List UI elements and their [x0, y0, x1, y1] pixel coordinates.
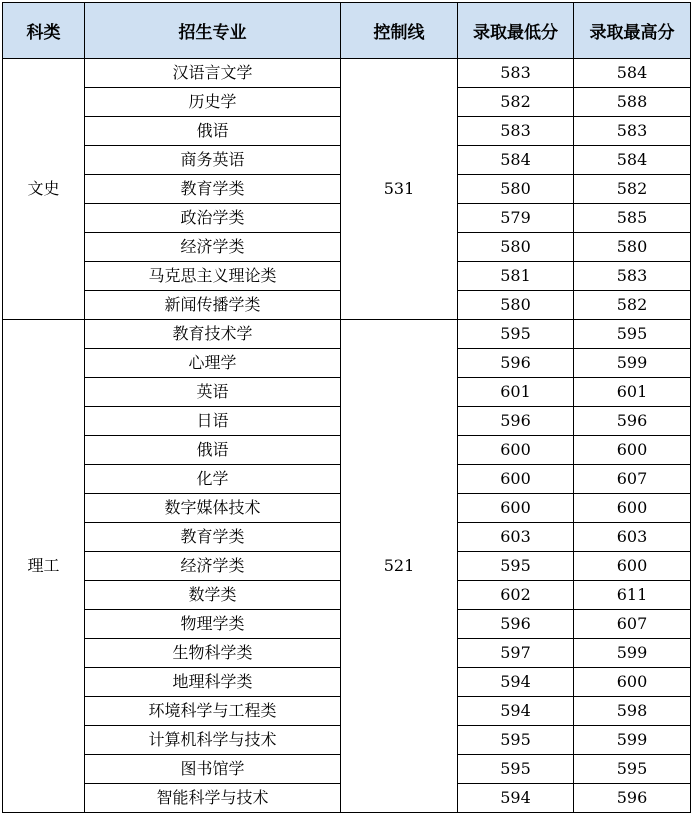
min-score-cell: 579 [458, 204, 574, 233]
major-cell: 马克思主义理论类 [85, 262, 341, 291]
max-score-cell: 584 [574, 59, 691, 88]
max-score-cell: 599 [574, 349, 691, 378]
max-score-cell: 599 [574, 639, 691, 668]
max-score-cell: 599 [574, 726, 691, 755]
major-cell: 生物科学类 [85, 639, 341, 668]
min-score-cell: 583 [458, 59, 574, 88]
min-score-cell: 594 [458, 668, 574, 697]
max-score-cell: 584 [574, 146, 691, 175]
max-score-cell: 588 [574, 88, 691, 117]
category-cell: 理工 [3, 320, 85, 813]
major-cell: 新闻传播学类 [85, 291, 341, 320]
major-cell: 数字媒体技术 [85, 494, 341, 523]
max-score-cell: 601 [574, 378, 691, 407]
major-cell: 俄语 [85, 117, 341, 146]
min-score-cell: 600 [458, 436, 574, 465]
min-score-cell: 582 [458, 88, 574, 117]
min-score-cell: 583 [458, 117, 574, 146]
control-line-cell: 521 [341, 320, 458, 813]
major-cell: 计算机科学与技术 [85, 726, 341, 755]
min-score-cell: 594 [458, 697, 574, 726]
min-score-cell: 580 [458, 291, 574, 320]
major-cell: 心理学 [85, 349, 341, 378]
major-cell: 日语 [85, 407, 341, 436]
max-score-cell: 595 [574, 755, 691, 784]
header-major: 招生专业 [85, 3, 341, 59]
table-body [3, 59, 691, 813]
max-score-cell: 596 [574, 784, 691, 813]
max-score-cell: 583 [574, 117, 691, 146]
min-score-cell: 600 [458, 494, 574, 523]
major-cell: 汉语言文学 [85, 59, 341, 88]
category-cell: 文史 [3, 59, 85, 320]
major-cell: 环境科学与工程类 [85, 697, 341, 726]
major-cell: 教育学类 [85, 175, 341, 204]
max-score-cell: 580 [574, 233, 691, 262]
max-score-cell: 582 [574, 175, 691, 204]
min-score-cell: 596 [458, 407, 574, 436]
max-score-cell: 582 [574, 291, 691, 320]
table-header [3, 3, 691, 59]
min-score-cell: 580 [458, 233, 574, 262]
control-line-cell: 531 [341, 59, 458, 320]
major-cell: 政治学类 [85, 204, 341, 233]
min-score-cell: 580 [458, 175, 574, 204]
min-score-cell: 595 [458, 552, 574, 581]
min-score-cell: 581 [458, 262, 574, 291]
major-cell: 智能科学与技术 [85, 784, 341, 813]
max-score-cell: 583 [574, 262, 691, 291]
min-score-cell: 595 [458, 726, 574, 755]
admission-scores-table [2, 2, 691, 813]
major-cell: 教育技术学 [85, 320, 341, 349]
max-score-cell: 600 [574, 552, 691, 581]
max-score-cell: 600 [574, 436, 691, 465]
min-score-cell: 597 [458, 639, 574, 668]
major-cell: 经济学类 [85, 552, 341, 581]
max-score-cell: 607 [574, 465, 691, 494]
major-cell: 化学 [85, 465, 341, 494]
max-score-cell: 600 [574, 668, 691, 697]
major-cell: 物理学类 [85, 610, 341, 639]
header-min-score: 录取最低分 [458, 3, 574, 59]
header-row [3, 3, 691, 59]
min-score-cell: 600 [458, 465, 574, 494]
major-cell: 数学类 [85, 581, 341, 610]
max-score-cell: 596 [574, 407, 691, 436]
max-score-cell: 600 [574, 494, 691, 523]
min-score-cell: 603 [458, 523, 574, 552]
major-cell: 图书馆学 [85, 755, 341, 784]
major-cell: 英语 [85, 378, 341, 407]
header-category: 科类 [3, 3, 85, 59]
max-score-cell: 611 [574, 581, 691, 610]
min-score-cell: 601 [458, 378, 574, 407]
table-row [3, 59, 691, 88]
max-score-cell: 595 [574, 320, 691, 349]
min-score-cell: 594 [458, 784, 574, 813]
min-score-cell: 584 [458, 146, 574, 175]
max-score-cell: 585 [574, 204, 691, 233]
min-score-cell: 595 [458, 320, 574, 349]
min-score-cell: 602 [458, 581, 574, 610]
min-score-cell: 596 [458, 349, 574, 378]
major-cell: 俄语 [85, 436, 341, 465]
major-cell: 经济学类 [85, 233, 341, 262]
max-score-cell: 607 [574, 610, 691, 639]
header-max-score: 录取最高分 [574, 3, 691, 59]
max-score-cell: 603 [574, 523, 691, 552]
table-row [3, 320, 691, 349]
major-cell: 商务英语 [85, 146, 341, 175]
major-cell: 历史学 [85, 88, 341, 117]
major-cell: 教育学类 [85, 523, 341, 552]
min-score-cell: 596 [458, 610, 574, 639]
max-score-cell: 598 [574, 697, 691, 726]
major-cell: 地理科学类 [85, 668, 341, 697]
header-control-line: 控制线 [341, 3, 458, 59]
min-score-cell: 595 [458, 755, 574, 784]
